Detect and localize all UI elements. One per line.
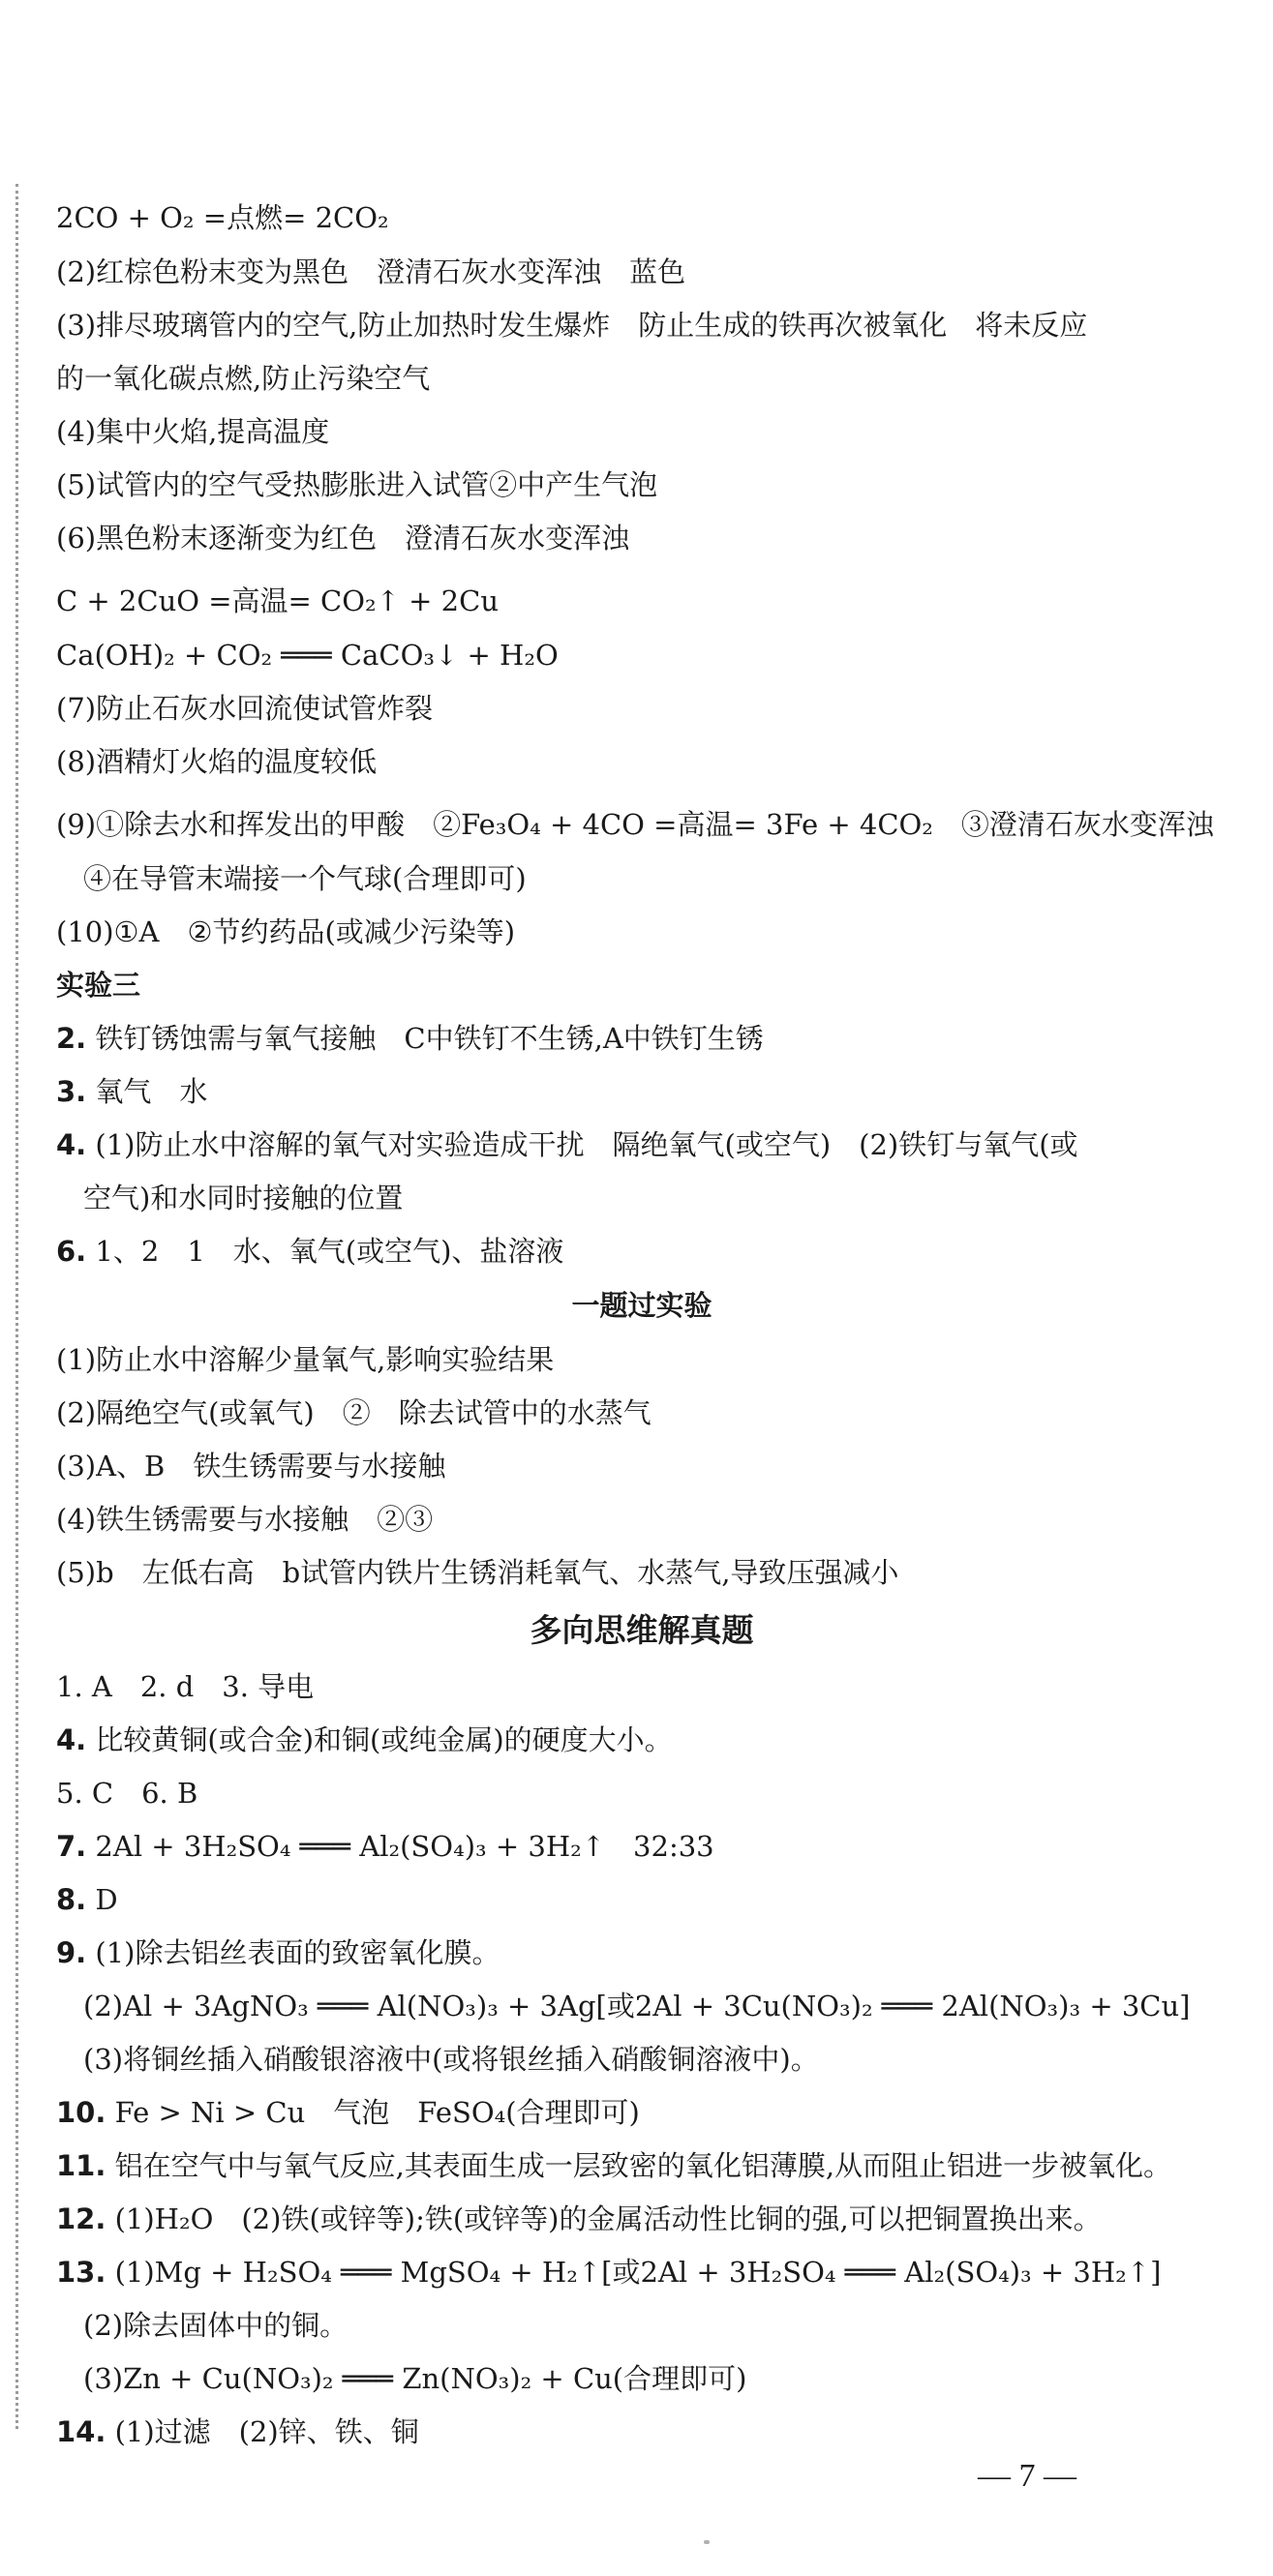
answer-line: (4)集中火焰,提高温度 (56, 415, 330, 448)
answer-line: ④在导管末端接一个气球(合理即可) (83, 862, 527, 895)
question-number: 6. (56, 1235, 87, 1268)
answer-line (56, 2193, 1228, 2246)
scan-speck (704, 2540, 710, 2544)
question-number: 3. (56, 1075, 87, 1108)
answer-line (56, 1714, 1228, 1767)
answer-line (56, 2246, 1228, 2299)
question-number: 10. (56, 2096, 106, 2129)
subsection-heading: 实验三 (56, 969, 141, 1002)
answer-content (56, 182, 1228, 2459)
answer-text: 2Al + 3H₂SO₄ ═══ Al₂(SO₄)₃ + 3H₂↑ 32:33 (86, 1830, 714, 1863)
answer-line: (3)排尽玻璃管内的空气,防止加热时发生爆炸 防止生成的铁再次被氧化 将未反应 (56, 309, 1088, 342)
answer-line: (7)防止石灰水回流使试管炸裂 (56, 692, 434, 725)
answer-line: (3)Zn + Cu(NO₃)₂ ═══ Zn(NO₃)₂ + Cu(合理即可) (83, 2362, 747, 2395)
answer-line: (2)Al + 3AgNO₃ ═══ Al(NO₃)₃ + 3Ag[或2Al + 3Cu(NO₃)₂ ═══ 2Al(NO₃)₃ + 3Cu] (83, 1990, 1191, 2022)
answer-line: (8)酒精灯火焰的温度较低 (56, 745, 378, 778)
answer-line: 5. C 6. B (56, 1777, 198, 1810)
answer-text: 铁钉锈蚀需与氧气接触 C中铁钉不生锈,A中铁钉生锈 (86, 1022, 764, 1055)
question-number: 9. (56, 1936, 87, 1969)
question-number: 4. (56, 1723, 87, 1756)
question-number: 13. (56, 2256, 106, 2289)
question-number: 4. (56, 1128, 87, 1161)
question-number: 7. (56, 1830, 87, 1863)
answer-line: (10)①A ②节约药品(或减少污染等) (56, 915, 516, 948)
answer-line: (9)①除去水和挥发出的甲酸 ②Fe₃O₄ + 4CO =高温= 3Fe + 4CO₂ ③澄清石灰水变浑浊 (56, 808, 1214, 841)
answer-text: (1)防止水中溶解的氧气对实验造成干扰 隔绝氧气(或空气) (2)铁钉与氧气(或 (86, 1128, 1078, 1161)
question-number: 14. (56, 2415, 106, 2448)
question-number: 8. (56, 1883, 87, 1916)
answer-text: 氧气 水 (86, 1075, 208, 1108)
answer-text: D (86, 1883, 118, 1916)
answer-line (56, 2406, 1228, 2459)
answer-line: C + 2CuO =高温= CO₂↑ + 2Cu (56, 584, 499, 617)
answer-line: (4)铁生锈需要与水接触 ②③ (56, 1503, 434, 1536)
answer-text: (1)除去铝丝表面的致密氧化膜。 (86, 1936, 500, 1969)
answer-text: 比较黄铜(或合金)和铜(或纯金属)的硬度大小。 (86, 1723, 673, 1756)
section-heading: 一题过实验 (571, 1289, 712, 1322)
answer-line: 1. A 2. d 3. 导电 (56, 1670, 315, 1703)
answer-line: (2)除去固体中的铜。 (83, 2309, 349, 2342)
answer-line: (5)试管内的空气受热膨胀进入试管②中产生气泡 (56, 468, 658, 501)
answer-text: (1)Mg + H₂SO₄ ═══ MgSO₄ + H₂↑[或2Al + 3H₂SO₄ ═══ Al₂(SO₄)₃ + 3H₂↑] (106, 2256, 1162, 2289)
answer-line (56, 1820, 1228, 1873)
question-number: 12. (56, 2202, 106, 2235)
answer-line (56, 2140, 1228, 2193)
page-number: — 7 — (978, 2458, 1076, 2494)
question-number: 2. (56, 1022, 87, 1055)
answer-text: (1)过滤 (2)锌、铁、铜 (106, 2415, 419, 2448)
answer-text: Fe > Ni > Cu 气泡 FeSO₄(合理即可) (106, 2096, 640, 2129)
answer-line: (1)防止水中溶解少量氧气,影响实验结果 (56, 1343, 555, 1376)
answer-line (56, 1119, 1228, 1172)
answer-text: 铝在空气中与氧气反应,其表面生成一层致密的氧化铝薄膜,从而阻止铝进一步被氧化。 (106, 2149, 1172, 2182)
answer-line: (2)红棕色粉末变为黑色 澄清石灰水变浑浊 蓝色 (56, 255, 686, 288)
answer-line (56, 1012, 1228, 1065)
answer-line (56, 1065, 1228, 1119)
answer-text: 1、2 1 水、氧气(或空气)、盐溶液 (86, 1235, 564, 1268)
answer-text: (1)H₂O (2)铁(或锌等);铁(或锌等)的金属活动性比铜的强,可以把铜置换出来。 (106, 2202, 1102, 2235)
answer-line: 的一氧化碳点燃,防止污染空气 (56, 362, 431, 395)
answer-line: (3)将铜丝插入硝酸银溶液中(或将银丝插入硝酸铜溶液中)。 (83, 2043, 819, 2076)
answer-line: (6)黑色粉末逐渐变为红色 澄清石灰水变浑浊 (56, 522, 630, 554)
answer-line: (3)A、B 铁生锈需要与水接触 (56, 1450, 446, 1483)
answer-line (56, 2086, 1228, 2140)
answer-line (56, 1873, 1228, 1927)
binding-margin-rule (15, 184, 18, 2429)
answer-line: 空气)和水同时接触的位置 (83, 1182, 404, 1214)
answer-line: 2CO + O₂ =点燃= 2CO₂ (56, 201, 389, 234)
answer-line (56, 1225, 1228, 1278)
question-number: 11. (56, 2149, 106, 2182)
section-heading: 多向思维解真题 (530, 1611, 754, 1649)
answer-line: (5)b 左低右高 b试管内铁片生锈消耗氧气、水蒸气,导致压强减小 (56, 1556, 899, 1589)
answer-line (56, 1927, 1228, 1980)
answer-line: (2)隔绝空气(或氧气) ② 除去试管中的水蒸气 (56, 1396, 652, 1429)
answer-line: Ca(OH)₂ + CO₂ ═══ CaCO₃↓ + H₂O (56, 639, 559, 672)
